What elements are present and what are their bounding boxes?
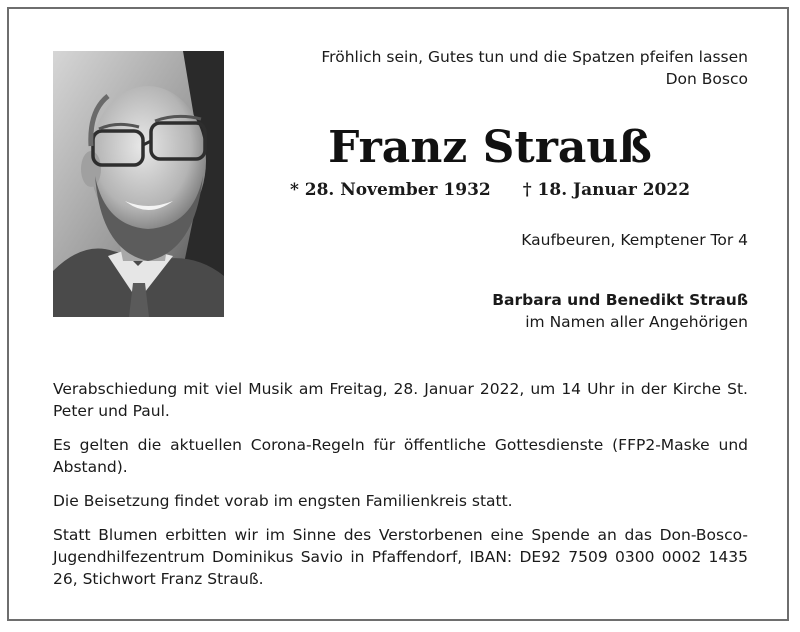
quote-text: Fröhlich sein, Gutes tun und die Spatzen pfeifen lassen: [321, 48, 748, 66]
family-block: [328, 289, 748, 333]
family-note: im Namen aller Angehörigen: [525, 313, 748, 331]
paragraph-farewell: Verabschiedung mit viel Musik am Freitag, 28. Januar 2022, um 14 Uhr in der Kirche St. Peter und Paul.: [53, 380, 748, 420]
quote-block: [228, 46, 748, 90]
notice-body: [53, 378, 748, 590]
family-names: Barbara und Benedikt Strauß: [492, 291, 748, 309]
life-dates: [240, 178, 740, 202]
portrait-photo: [53, 51, 224, 317]
paragraph-burial: Die Beisetzung findet vorab im engsten Familienkreis statt.: [53, 492, 513, 510]
paragraph-donation: Statt Blumen erbitten wir im Sinne des Verstorbenen eine Spende an das Don-Bosco-Jugendhilfezentrum Dominikus Savio in Pfaffendorf, IBAN: DE92 7509 0300 0002 1435 26, Stichwort Franz Strauß.: [53, 526, 748, 588]
death-date: † 18. Januar 2022: [522, 180, 691, 200]
paragraph-corona-rules: Es gelten die aktuellen Corona-Regeln für öffentliche Gottesdienste (FFP2-Maske und Abstand).: [53, 436, 748, 476]
deceased-name: Franz Strauß: [328, 122, 652, 173]
address: Kaufbeuren, Kemptener Tor 4: [521, 231, 748, 249]
birth-date: * 28. November 1932: [289, 180, 491, 200]
quote-author: Don Bosco: [665, 70, 748, 88]
